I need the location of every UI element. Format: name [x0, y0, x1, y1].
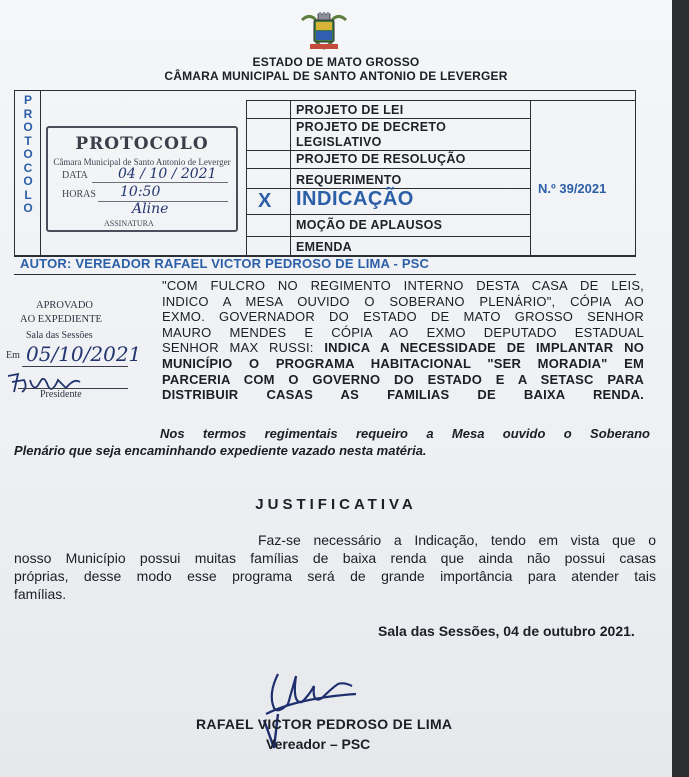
table-divider — [14, 274, 636, 275]
approval-role: Presidente — [40, 389, 82, 400]
body-line: DISTRIBUIR CASAS AS FAMILIAS DE BAIXA RENDA. — [162, 387, 644, 403]
table-divider — [246, 100, 636, 101]
stamp-data-value: 04 / 10 / 2021 — [118, 166, 217, 182]
justificativa-line: famílias. — [14, 586, 67, 602]
option-indicacao: INDICAÇÃO — [296, 188, 414, 210]
approval-line1: APROVADO — [36, 300, 93, 311]
option-requerimento: REQUERIMENTO — [296, 173, 402, 187]
approval-line3: Sala das Sessões — [26, 330, 93, 341]
protocol-stamp — [46, 126, 238, 232]
stamp-rule — [92, 182, 228, 183]
option-projeto-decreto-2: LEGISLATIVO — [296, 135, 382, 149]
body-line: MUNICÍPIO O PROGRAMA HABITACIONAL "SER MORADIA" EM — [162, 355, 644, 371]
table-divider — [246, 168, 530, 169]
body-line: "COM FULCRO NO REGIMENTO INTERNO DESTA CASA DE LEIS, — [162, 278, 644, 293]
justificativa-title: JUSTIFICATIVA — [255, 496, 417, 513]
table-divider — [246, 214, 530, 215]
municipal-crest-icon — [298, 12, 350, 52]
header-state: ESTADO DE MATO GROSSO — [252, 55, 420, 69]
session-date-line: Sala das Sessões, 04 de outubro 2021. — [378, 623, 635, 639]
indicacao-checkmark: X — [258, 190, 272, 212]
option-projeto-lei: PROJETO DE LEI — [296, 103, 404, 117]
table-divider — [530, 100, 531, 256]
signature-name: RAFAEL VICTOR PEDROSO DE LIMA — [196, 716, 453, 732]
option-mocao: MOÇÃO DE APLAUSOS — [296, 218, 443, 232]
stamp-horas-value: 10:50 — [120, 184, 161, 200]
termos-paragraph — [14, 426, 650, 459]
body-line: PARCERIA COM O GOVERNO DO ESTADO E A SETASC PARA — [162, 371, 644, 387]
justificativa-line: Faz-se necessário a Indicação, tendo em vista que o — [258, 532, 656, 548]
document-number: N.º 39/2021 — [538, 181, 607, 196]
header-chamber: CÂMARA MUNICIPAL DE SANTO ANTONIO DE LEVERGER — [164, 69, 508, 83]
stamp-data-label: DATA — [62, 170, 88, 181]
table-divider — [246, 150, 530, 151]
body-line-part: INDICA A NECESSIDADE DE IMPLANTAR NO — [324, 340, 645, 356]
justificativa-line: nosso Município possui muitas famílias de baixa renda que ainda não possui casas — [14, 550, 656, 566]
justificativa-line: próprias, desse modo esse programa será de grande importância para atender tais — [14, 568, 656, 584]
table-divider — [290, 100, 291, 256]
body-line-part: SENHOR MAX RUSSI: — [162, 340, 314, 356]
indication-text — [162, 278, 644, 403]
stamp-subtitle: Câmara Municipal de Santo Antonio de Leverger — [53, 157, 231, 167]
termos-line: Plenário que seja encaminhando expediente vazado nesta matéria. — [14, 442, 427, 458]
stamp-horas-label: HORAS — [62, 189, 96, 200]
stamp-title: PROTOCOLO — [75, 134, 209, 154]
body-line: EXMO. GOVERNADOR DO ESTADO DE MATO GROSSO SENHOR — [162, 309, 644, 325]
body-line: INDICO A MESA OUVIDO O SOBERANO PLENÁRIO", CÓPIA AO — [162, 293, 644, 309]
termos-line: Nos termos regimentais requeiro a Mesa ouvido o Soberano — [160, 426, 650, 441]
body-line: MAURO MENDES E CÓPIA AO EXMO DEPUTADO ESTADUAL — [162, 324, 644, 340]
option-projeto-decreto-1: PROJETO DE DECRETO — [296, 120, 447, 134]
stamp-assinatura-value: Aline — [132, 201, 169, 217]
approval-em: Em — [6, 350, 20, 361]
protocolo-vertical-label: P R O T O C O L O — [23, 93, 33, 215]
table-divider — [246, 236, 530, 237]
option-emenda: EMENDA — [296, 240, 352, 254]
approval-date: 05/10/2021 — [26, 342, 142, 366]
body-line — [162, 340, 644, 356]
table-divider — [246, 100, 247, 256]
table-divider — [246, 118, 530, 119]
table-divider — [40, 90, 41, 256]
option-projeto-resolucao: PROJETO DE RESOLUÇÃO — [296, 152, 466, 166]
stamp-assinatura-label: ASSINATURA — [104, 219, 154, 228]
approval-rule — [22, 366, 128, 367]
justificativa-text — [14, 531, 656, 603]
author-line: AUTOR: VEREADOR RAFAEL VICTOR PEDROSO DE LIMA - PSC — [20, 256, 430, 271]
signature-role: Vereador – PSC — [266, 736, 371, 752]
photo-edge-background — [672, 0, 689, 777]
approval-line2: AO EXPEDIENTE — [20, 314, 102, 325]
